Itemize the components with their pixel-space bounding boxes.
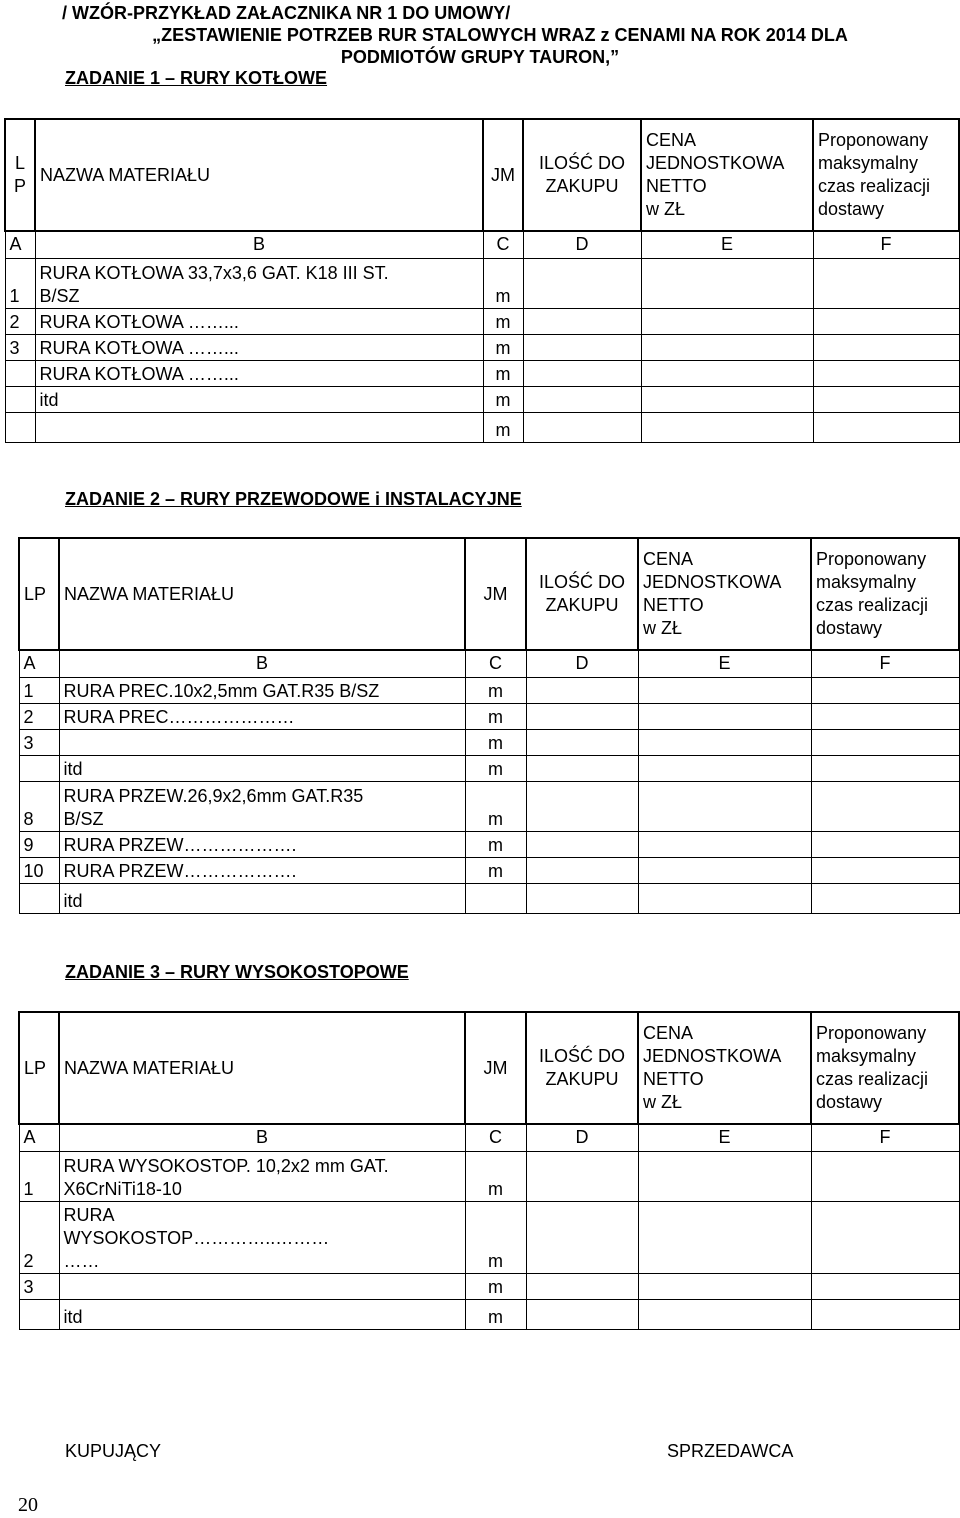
text-line: JEDNOSTKOWA bbox=[643, 572, 782, 592]
page-number: 20 bbox=[18, 1494, 38, 1516]
row-price-cell[interactable] bbox=[638, 883, 811, 913]
row-qty-cell[interactable] bbox=[523, 412, 641, 442]
text-line: 10 bbox=[23, 860, 44, 881]
seller-label: SPRZEDAWCA bbox=[667, 1441, 794, 1461]
row-time-cell[interactable] bbox=[811, 729, 959, 755]
text-line: 2 bbox=[23, 1250, 34, 1271]
row-time-cell[interactable] bbox=[811, 883, 959, 913]
table-row bbox=[19, 781, 959, 831]
row-unit bbox=[465, 1299, 526, 1329]
row-qty-cell[interactable] bbox=[526, 857, 638, 883]
col-time-header bbox=[813, 119, 959, 231]
row-unit bbox=[483, 386, 523, 412]
row-qty-cell[interactable] bbox=[523, 386, 641, 412]
text-line: D bbox=[575, 653, 589, 674]
row-lp bbox=[19, 1151, 59, 1201]
text-line: JEDNOSTKOWA bbox=[643, 1046, 782, 1066]
table-row bbox=[19, 857, 959, 883]
text-line: 1 bbox=[9, 285, 20, 306]
text-line: B/SZ bbox=[39, 285, 80, 306]
text-line: itd bbox=[63, 890, 83, 911]
row-time-cell[interactable] bbox=[813, 334, 959, 360]
text-line: WYSOKOSTOP…………..……… bbox=[63, 1227, 330, 1248]
text-line: RURA KOTŁOWA ……... bbox=[39, 363, 239, 384]
row-material-name bbox=[59, 831, 465, 857]
row-qty-cell[interactable] bbox=[523, 334, 641, 360]
document-header-line-2: „ZESTAWIENIE POTRZEB RUR STALOWYCH WRAZ z CENAMI NA ROK 2014 DLA bbox=[152, 25, 848, 45]
column-letter bbox=[5, 231, 35, 258]
col-qty-header bbox=[526, 1012, 638, 1124]
text-line: czas realizacji bbox=[816, 595, 929, 615]
row-material-name bbox=[35, 386, 483, 412]
text-line: itd bbox=[39, 389, 59, 410]
row-time-cell[interactable] bbox=[811, 1299, 959, 1329]
text-line: itd bbox=[63, 1306, 83, 1327]
row-lp bbox=[19, 883, 59, 913]
table-row bbox=[19, 755, 959, 781]
row-lp bbox=[19, 755, 59, 781]
text-line: …… bbox=[63, 1250, 100, 1271]
column-letter bbox=[641, 231, 813, 258]
text-line: CENA bbox=[646, 130, 697, 150]
row-lp bbox=[19, 857, 59, 883]
row-unit bbox=[465, 755, 526, 781]
text-line: C bbox=[489, 653, 502, 674]
row-material-name bbox=[35, 412, 483, 442]
text-line: P bbox=[13, 176, 26, 196]
text-line: ILOŚĆ DO bbox=[538, 572, 626, 592]
text-line: NAZWA MATERIAŁU bbox=[64, 1057, 235, 1078]
text-line: B/SZ bbox=[63, 808, 104, 829]
row-price-cell[interactable] bbox=[638, 831, 811, 857]
text-line: m bbox=[488, 860, 503, 881]
text-line: RURA PRZEW………………. bbox=[63, 860, 297, 881]
column-letter bbox=[638, 650, 811, 677]
col-qty-header bbox=[523, 119, 641, 231]
col-name-header bbox=[35, 119, 483, 231]
column-letter bbox=[59, 1124, 465, 1151]
row-material-name bbox=[35, 334, 483, 360]
text-line: maksymalny bbox=[816, 572, 917, 592]
text-line: w ZŁ bbox=[643, 618, 683, 638]
text-line: NETTO bbox=[646, 176, 707, 196]
table-row bbox=[19, 677, 959, 703]
row-time-cell[interactable] bbox=[811, 1201, 959, 1273]
table-row bbox=[19, 1273, 959, 1299]
text-line: RURA PREC………………… bbox=[63, 706, 295, 727]
text-line: RURA KOTŁOWA ……... bbox=[39, 311, 239, 332]
row-price-cell[interactable] bbox=[641, 334, 813, 360]
row-lp bbox=[5, 412, 35, 442]
row-price-cell[interactable] bbox=[641, 386, 813, 412]
text-line: JM bbox=[483, 1057, 508, 1078]
text-line: D bbox=[575, 234, 589, 255]
row-price-cell[interactable] bbox=[638, 857, 811, 883]
table-row bbox=[19, 1299, 959, 1329]
row-qty-cell[interactable] bbox=[523, 308, 641, 334]
row-material-name bbox=[35, 258, 483, 308]
table-row bbox=[5, 412, 959, 442]
row-price-cell[interactable] bbox=[638, 703, 811, 729]
text-line: LP bbox=[24, 583, 47, 604]
row-unit bbox=[483, 258, 523, 308]
text-line: 1 bbox=[23, 1178, 34, 1199]
row-time-cell[interactable] bbox=[811, 755, 959, 781]
text-line: B bbox=[255, 1127, 268, 1148]
text-line: JEDNOSTKOWA bbox=[646, 153, 785, 173]
text-line: m bbox=[488, 1178, 503, 1199]
row-time-cell[interactable] bbox=[813, 386, 959, 412]
text-line: ZAKUPU bbox=[545, 176, 619, 196]
row-lp bbox=[19, 1201, 59, 1273]
row-qty-cell[interactable] bbox=[526, 1273, 638, 1299]
text-line: m bbox=[495, 419, 511, 440]
text-line: dostawy bbox=[816, 618, 883, 638]
text-line: RURA PREC.10x2,5mm GAT.R35 B/SZ bbox=[63, 680, 380, 701]
text-line: m bbox=[488, 808, 503, 829]
text-line: maksymalny bbox=[818, 153, 919, 173]
text-line: 2 bbox=[9, 311, 20, 332]
column-letter bbox=[813, 231, 959, 258]
text-line: NETTO bbox=[643, 595, 704, 615]
text-line: NAZWA MATERIAŁU bbox=[40, 164, 211, 185]
row-material-name bbox=[59, 1151, 465, 1201]
row-price-cell[interactable] bbox=[641, 360, 813, 386]
row-time-cell[interactable] bbox=[813, 412, 959, 442]
text-line: 3 bbox=[23, 1276, 34, 1297]
text-line: Proponowany bbox=[816, 1023, 927, 1043]
col-qty-header bbox=[526, 538, 638, 650]
row-lp bbox=[5, 386, 35, 412]
row-unit bbox=[465, 1151, 526, 1201]
row-qty-cell[interactable] bbox=[526, 831, 638, 857]
task-2-table bbox=[18, 537, 960, 914]
col-price-header bbox=[641, 119, 813, 231]
task-2-title: ZADANIE 2 – RURY PRZEWODOWE i INSTALACYJNE bbox=[65, 489, 522, 509]
task-3-title: ZADANIE 3 – RURY WYSOKOSTOPOWE bbox=[65, 962, 409, 982]
text-line: A bbox=[23, 1127, 36, 1148]
row-lp bbox=[19, 781, 59, 831]
row-qty-cell[interactable] bbox=[526, 677, 638, 703]
text-line: JM bbox=[491, 164, 515, 185]
document-header-line-1: / WZÓR-PRZYKŁAD ZAŁACZNIKA NR 1 DO UMOWY/ bbox=[62, 3, 511, 23]
text-line: ZAKUPU bbox=[545, 595, 619, 615]
row-qty-cell[interactable] bbox=[526, 1201, 638, 1273]
row-qty-cell[interactable] bbox=[526, 781, 638, 831]
row-price-cell[interactable] bbox=[638, 781, 811, 831]
row-time-cell[interactable] bbox=[813, 258, 959, 308]
col-unit-header bbox=[465, 538, 526, 650]
text-line: m bbox=[495, 389, 511, 410]
row-qty-cell[interactable] bbox=[526, 703, 638, 729]
task-1-table bbox=[4, 118, 960, 443]
col-name-header bbox=[59, 538, 465, 650]
row-lp bbox=[5, 308, 35, 334]
text-line: m bbox=[495, 311, 511, 332]
row-unit bbox=[483, 360, 523, 386]
task-3-table bbox=[18, 1011, 960, 1330]
text-line: RURA bbox=[63, 1204, 115, 1225]
row-unit bbox=[465, 831, 526, 857]
text-line: B bbox=[252, 234, 265, 255]
row-time-cell[interactable] bbox=[811, 1151, 959, 1201]
row-material-name bbox=[59, 729, 465, 755]
text-line: C bbox=[489, 1127, 502, 1148]
row-time-cell[interactable] bbox=[813, 360, 959, 386]
text-line: Proponowany bbox=[818, 130, 929, 150]
text-line: m bbox=[488, 1276, 503, 1297]
text-line: A bbox=[9, 234, 22, 255]
text-line: m bbox=[488, 1250, 503, 1271]
row-unit bbox=[483, 308, 523, 334]
row-time-cell[interactable] bbox=[811, 857, 959, 883]
text-line: X6CrNiTi18-10 bbox=[63, 1178, 182, 1199]
col-price-header bbox=[638, 1012, 811, 1124]
row-material-name bbox=[35, 308, 483, 334]
row-unit bbox=[483, 334, 523, 360]
row-lp bbox=[19, 1273, 59, 1299]
row-time-cell[interactable] bbox=[811, 781, 959, 831]
text-line: m bbox=[495, 285, 511, 306]
text-line: m bbox=[488, 680, 503, 701]
text-line: w ZŁ bbox=[643, 1092, 683, 1112]
column-letter-row bbox=[5, 231, 959, 258]
text-line: JM bbox=[483, 583, 508, 604]
row-lp bbox=[19, 831, 59, 857]
row-price-cell[interactable] bbox=[641, 258, 813, 308]
column-letter bbox=[465, 650, 526, 677]
column-letter bbox=[465, 1124, 526, 1151]
text-line: E bbox=[718, 1127, 731, 1148]
col-name-header bbox=[59, 1012, 465, 1124]
col-time-header bbox=[811, 1012, 959, 1124]
col-unit-header bbox=[483, 119, 523, 231]
table-row bbox=[5, 258, 959, 308]
table-row bbox=[19, 703, 959, 729]
text-line: L bbox=[14, 153, 25, 173]
buyer-label: KUPUJĄCY bbox=[65, 1441, 162, 1461]
column-letter bbox=[638, 1124, 811, 1151]
column-letter bbox=[19, 1124, 59, 1151]
text-line: E bbox=[720, 234, 733, 255]
row-unit bbox=[465, 857, 526, 883]
table-row bbox=[19, 1201, 959, 1273]
text-line: maksymalny bbox=[816, 1046, 917, 1066]
text-line: m bbox=[488, 706, 503, 727]
row-lp bbox=[5, 258, 35, 308]
header-row bbox=[19, 1012, 959, 1124]
column-letter bbox=[523, 231, 641, 258]
text-line: 2 bbox=[23, 706, 34, 727]
text-line: czas realizacji bbox=[818, 176, 931, 196]
col-time-header bbox=[811, 538, 959, 650]
row-price-cell[interactable] bbox=[638, 755, 811, 781]
text-line: C bbox=[496, 234, 510, 255]
row-time-cell[interactable] bbox=[813, 308, 959, 334]
text-line: E bbox=[718, 653, 731, 674]
row-price-cell[interactable] bbox=[638, 1151, 811, 1201]
text-line: Proponowany bbox=[816, 549, 927, 569]
row-price-cell[interactable] bbox=[638, 729, 811, 755]
column-letter-row bbox=[19, 650, 959, 677]
text-line: 3 bbox=[23, 732, 34, 753]
table-row bbox=[19, 883, 959, 913]
text-line: 8 bbox=[23, 808, 34, 829]
text-line: B bbox=[255, 653, 268, 674]
text-line: dostawy bbox=[816, 1092, 883, 1112]
column-letter bbox=[483, 231, 523, 258]
table-row bbox=[19, 831, 959, 857]
row-material-name bbox=[35, 360, 483, 386]
text-line: itd bbox=[63, 758, 83, 779]
text-line: LP bbox=[24, 1057, 47, 1078]
document-header-line-3: PODMIOTÓW GRUPY TAURON,” bbox=[340, 47, 620, 67]
text-line: A bbox=[23, 653, 36, 674]
row-price-cell[interactable] bbox=[641, 308, 813, 334]
row-material-name bbox=[59, 1299, 465, 1329]
col-lp-header bbox=[5, 119, 35, 231]
text-line: D bbox=[575, 1127, 589, 1148]
text-line: NAZWA MATERIAŁU bbox=[64, 583, 235, 604]
text-line: ZAKUPU bbox=[545, 1069, 619, 1089]
table-row bbox=[5, 308, 959, 334]
text-line: m bbox=[495, 363, 511, 384]
text-line: F bbox=[879, 653, 891, 674]
text-line: ILOŚĆ DO bbox=[538, 153, 626, 173]
row-unit bbox=[465, 1273, 526, 1299]
column-letter bbox=[811, 650, 959, 677]
text-line: F bbox=[880, 234, 892, 255]
text-line: m bbox=[488, 732, 503, 753]
column-letter bbox=[59, 650, 465, 677]
col-lp-header bbox=[19, 1012, 59, 1124]
row-material-name bbox=[59, 703, 465, 729]
text-line: m bbox=[488, 834, 503, 855]
text-line: RURA PRZEW.26,9x2,6mm GAT.R35 bbox=[63, 785, 364, 806]
text-line: w ZŁ bbox=[646, 199, 686, 219]
row-lp bbox=[19, 677, 59, 703]
row-price-cell[interactable] bbox=[641, 412, 813, 442]
table-row bbox=[5, 386, 959, 412]
text-line: m bbox=[488, 1306, 503, 1327]
row-time-cell[interactable] bbox=[811, 677, 959, 703]
text-line: F bbox=[879, 1127, 891, 1148]
col-price-header bbox=[638, 538, 811, 650]
column-letter bbox=[811, 1124, 959, 1151]
header-row bbox=[5, 119, 959, 231]
row-lp bbox=[5, 360, 35, 386]
row-unit bbox=[465, 781, 526, 831]
row-price-cell[interactable] bbox=[638, 1201, 811, 1273]
text-line: RURA KOTŁOWA ……... bbox=[39, 337, 239, 358]
row-qty-cell[interactable] bbox=[526, 1151, 638, 1201]
row-unit bbox=[465, 703, 526, 729]
row-unit bbox=[465, 1201, 526, 1273]
text-line: RURA PRZEW………………. bbox=[63, 834, 297, 855]
row-unit bbox=[465, 883, 526, 913]
task-1-title: ZADANIE 1 – RURY KOTŁOWE bbox=[65, 68, 328, 88]
header-row bbox=[19, 538, 959, 650]
row-material-name bbox=[59, 1273, 465, 1299]
row-lp bbox=[19, 1299, 59, 1329]
row-material-name bbox=[59, 755, 465, 781]
text-line: m bbox=[488, 758, 503, 779]
text-line: 3 bbox=[9, 337, 20, 358]
row-time-cell[interactable] bbox=[811, 1273, 959, 1299]
text-line: czas realizacji bbox=[816, 1069, 929, 1089]
text-line: CENA bbox=[643, 549, 694, 569]
text-line: CENA bbox=[643, 1023, 694, 1043]
row-qty-cell[interactable] bbox=[523, 360, 641, 386]
text-line: 9 bbox=[23, 834, 34, 855]
row-lp bbox=[5, 334, 35, 360]
row-material-name bbox=[59, 857, 465, 883]
text-line: RURA KOTŁOWA 33,7x3,6 GAT. K18 III ST. bbox=[39, 262, 389, 283]
column-letter bbox=[35, 231, 483, 258]
text-line: 1 bbox=[23, 680, 34, 701]
row-time-cell[interactable] bbox=[811, 703, 959, 729]
table-row bbox=[19, 1151, 959, 1201]
row-price-cell[interactable] bbox=[638, 677, 811, 703]
row-material-name bbox=[59, 883, 465, 913]
table-row bbox=[5, 360, 959, 386]
col-lp-header bbox=[19, 538, 59, 650]
row-material-name bbox=[59, 1201, 465, 1273]
row-lp bbox=[19, 703, 59, 729]
row-unit bbox=[483, 412, 523, 442]
row-qty-cell[interactable] bbox=[526, 755, 638, 781]
row-price-cell[interactable] bbox=[638, 1299, 811, 1329]
row-qty-cell[interactable] bbox=[526, 883, 638, 913]
row-unit bbox=[465, 677, 526, 703]
row-price-cell[interactable] bbox=[638, 1273, 811, 1299]
text-line: dostawy bbox=[818, 199, 885, 219]
column-letter bbox=[526, 650, 638, 677]
table-row bbox=[5, 334, 959, 360]
row-qty-cell[interactable] bbox=[526, 729, 638, 755]
table-row bbox=[19, 729, 959, 755]
text-line: RURA WYSOKOSTOP. 10,2x2 mm GAT. bbox=[63, 1155, 389, 1176]
row-qty-cell[interactable] bbox=[523, 258, 641, 308]
text-line: ILOŚĆ DO bbox=[538, 1046, 626, 1066]
column-letter-row bbox=[19, 1124, 959, 1151]
row-lp bbox=[19, 729, 59, 755]
column-letter bbox=[526, 1124, 638, 1151]
row-material-name bbox=[59, 677, 465, 703]
row-unit bbox=[465, 729, 526, 755]
row-time-cell[interactable] bbox=[811, 831, 959, 857]
row-qty-cell[interactable] bbox=[526, 1299, 638, 1329]
text-line: m bbox=[495, 337, 511, 358]
text-line: NETTO bbox=[643, 1069, 704, 1089]
col-unit-header bbox=[465, 1012, 526, 1124]
column-letter bbox=[19, 650, 59, 677]
row-material-name bbox=[59, 781, 465, 831]
